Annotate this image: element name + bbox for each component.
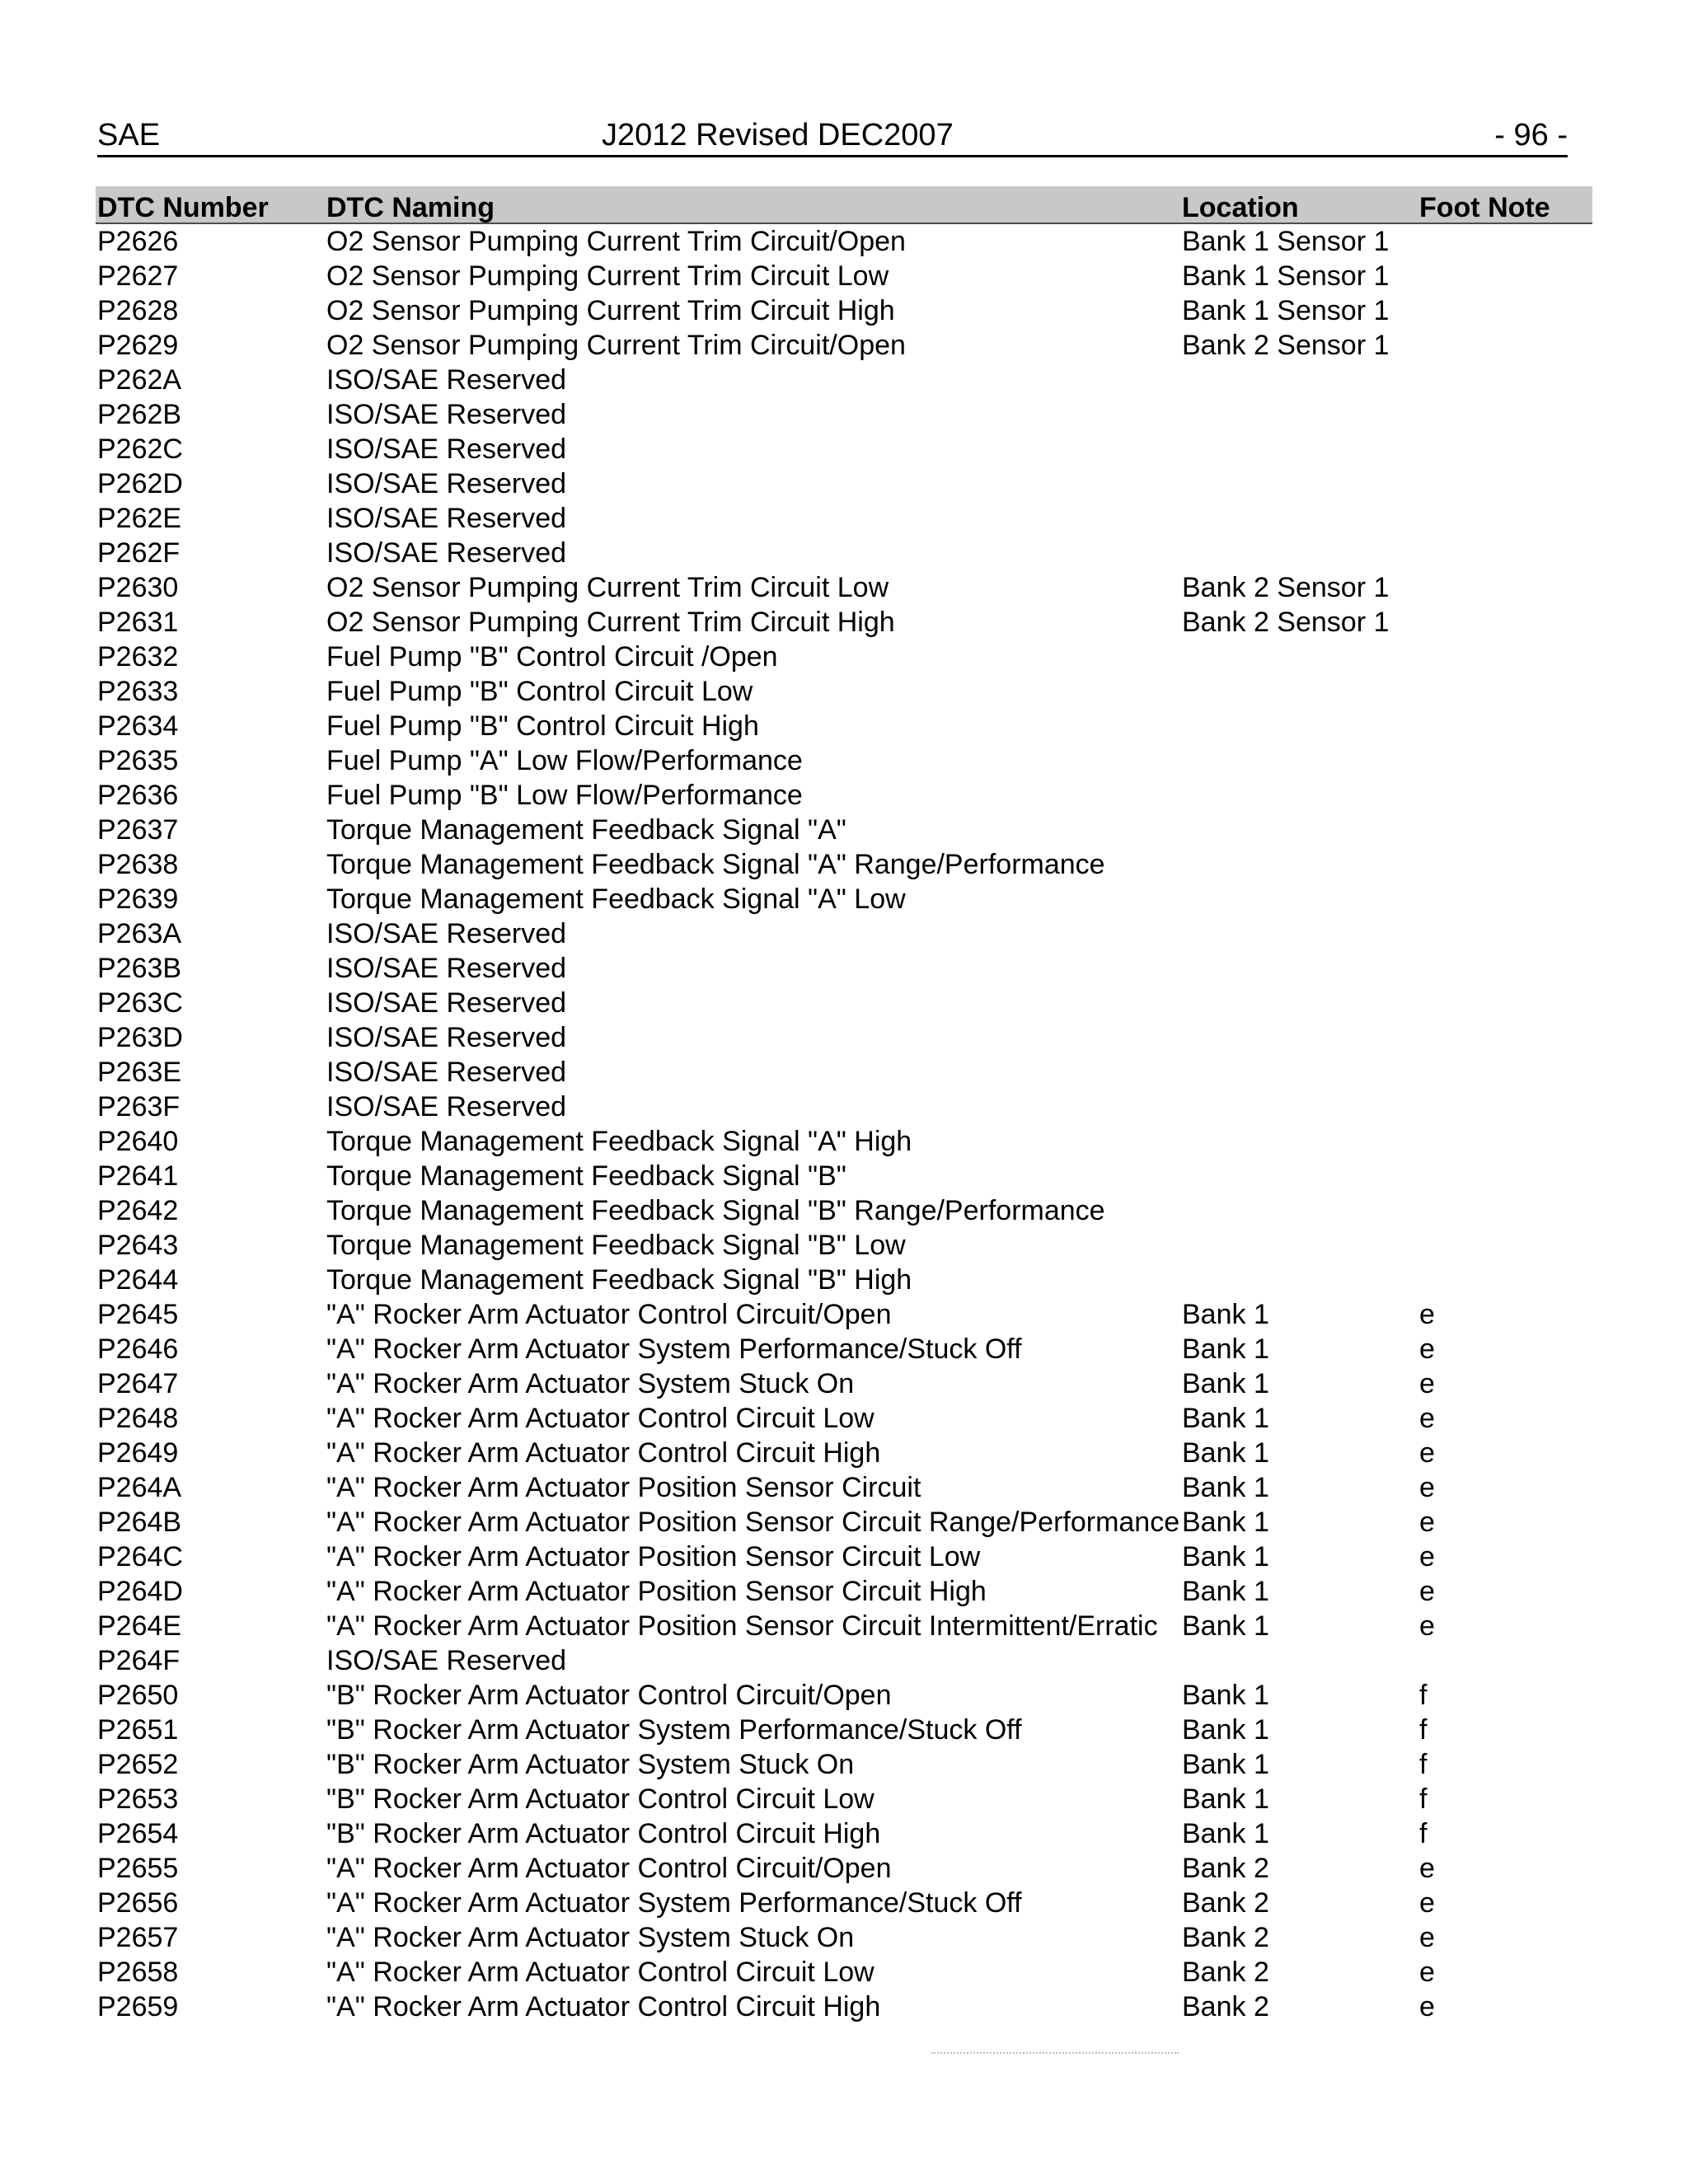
table-row xyxy=(96,1366,1592,1401)
cell-dtc-naming: ISO/SAE Reserved xyxy=(326,1057,567,1088)
cell-location: Bank 1 xyxy=(1182,1783,1269,1815)
cell-dtc-naming: "A" Rocker Arm Actuator Control Circuit/Open xyxy=(326,1299,892,1330)
cell-dtc-naming: "A" Rocker Arm Actuator System Stuck On xyxy=(326,1368,855,1399)
cell-dtc-number: P264B xyxy=(97,1507,182,1538)
cell-dtc-naming: ISO/SAE Reserved xyxy=(326,953,567,984)
column-header-location: Location xyxy=(1182,192,1299,223)
table-row xyxy=(96,466,1592,501)
cell-dtc-naming: Torque Management Feedback Signal "B" xyxy=(326,1160,846,1192)
table-row xyxy=(96,363,1592,397)
header-page-number: - 96 - xyxy=(1494,118,1568,152)
cell-dtc-naming: O2 Sensor Pumping Current Trim Circuit High xyxy=(326,607,895,638)
cell-location: Bank 1 xyxy=(1182,1680,1269,1711)
cell-location: Bank 1 xyxy=(1182,1368,1269,1399)
cell-dtc-naming: Fuel Pump "B" Control Circuit Low xyxy=(326,676,753,707)
cell-dtc-number: P262C xyxy=(97,434,183,465)
cell-dtc-number: P262E xyxy=(97,503,182,534)
cell-dtc-number: P2646 xyxy=(97,1333,179,1365)
cell-dtc-number: P2652 xyxy=(97,1749,179,1780)
cell-dtc-number: P2628 xyxy=(97,295,179,326)
cell-location: Bank 1 xyxy=(1182,1576,1269,1607)
table-row xyxy=(96,882,1592,916)
cell-dtc-naming: ISO/SAE Reserved xyxy=(326,399,567,430)
table-row xyxy=(96,1955,1592,1990)
table-row xyxy=(96,259,1592,293)
cell-dtc-naming: "B" Rocker Arm Actuator System Stuck On xyxy=(326,1749,855,1780)
table-row xyxy=(96,847,1592,882)
cell-dtc-number: P262F xyxy=(97,537,181,569)
cell-foot-note: e xyxy=(1419,1853,1435,1884)
cell-dtc-naming: "A" Rocker Arm Actuator Position Sensor Circuit Intermittent/Erratic xyxy=(326,1610,1158,1642)
table-row xyxy=(96,1678,1592,1713)
cell-location: Bank 2 Sensor 1 xyxy=(1182,572,1390,603)
cell-location: Bank 2 xyxy=(1182,1887,1269,1919)
cell-foot-note: f xyxy=(1419,1783,1428,1815)
cell-location: Bank 2 xyxy=(1182,1991,1269,2022)
cell-dtc-naming: ISO/SAE Reserved xyxy=(326,1022,567,1053)
table-row xyxy=(96,605,1592,640)
cell-dtc-naming: Torque Management Feedback Signal "B" Range/Performance xyxy=(326,1195,1105,1226)
cell-dtc-number: P264E xyxy=(97,1610,182,1642)
cell-dtc-naming: Fuel Pump "B" Control Circuit /Open xyxy=(326,641,778,673)
cell-dtc-naming: Torque Management Feedback Signal "A" xyxy=(326,814,846,846)
table-row xyxy=(96,1159,1592,1193)
cell-dtc-number: P2627 xyxy=(97,260,179,292)
cell-dtc-number: P2651 xyxy=(97,1714,179,1746)
cell-dtc-number: P264D xyxy=(97,1576,183,1607)
table-row xyxy=(96,1851,1592,1886)
cell-dtc-number: P2658 xyxy=(97,1957,179,1988)
cell-dtc-number: P2629 xyxy=(97,330,179,361)
cell-location: Bank 1 Sensor 1 xyxy=(1182,295,1390,326)
cell-dtc-naming: Torque Management Feedback Signal "A" Range/Performance xyxy=(326,849,1105,880)
cell-foot-note: e xyxy=(1419,1957,1435,1988)
cell-dtc-naming: ISO/SAE Reserved xyxy=(326,364,567,396)
table-row xyxy=(96,1990,1592,2024)
cell-dtc-naming: Torque Management Feedback Signal "A" Low xyxy=(326,883,906,915)
cell-foot-note: e xyxy=(1419,1610,1435,1642)
cell-dtc-number: P2645 xyxy=(97,1299,179,1330)
cell-dtc-number: P263B xyxy=(97,953,182,984)
cell-dtc-naming: "A" Rocker Arm Actuator Position Sensor Circuit High xyxy=(326,1576,987,1607)
cell-dtc-naming: O2 Sensor Pumping Current Trim Circuit Low xyxy=(326,572,889,603)
cell-foot-note: e xyxy=(1419,1887,1435,1919)
cell-dtc-number: P264A xyxy=(97,1472,182,1503)
column-header-dtc-number: DTC Number xyxy=(97,192,269,223)
table-row xyxy=(96,916,1592,951)
table-row xyxy=(96,1297,1592,1332)
table-row xyxy=(96,1193,1592,1228)
table-row xyxy=(96,1886,1592,1920)
cell-location: Bank 1 xyxy=(1182,1472,1269,1503)
cell-location: Bank 1 xyxy=(1182,1714,1269,1746)
cell-foot-note: f xyxy=(1419,1749,1428,1780)
cell-foot-note: e xyxy=(1419,1507,1435,1538)
cell-dtc-number: P2649 xyxy=(97,1437,179,1469)
cell-dtc-number: P264F xyxy=(97,1645,181,1676)
table-row xyxy=(96,709,1592,743)
cell-dtc-naming: Fuel Pump "B" Control Circuit High xyxy=(326,710,759,742)
cell-dtc-naming: ISO/SAE Reserved xyxy=(326,987,567,1019)
cell-location: Bank 1 xyxy=(1182,1507,1269,1538)
table-row xyxy=(96,1055,1592,1090)
cell-dtc-number: P2631 xyxy=(97,607,179,638)
cell-location: Bank 1 xyxy=(1182,1299,1269,1330)
cell-dtc-naming: Torque Management Feedback Signal "B" High xyxy=(326,1264,912,1296)
cell-dtc-number: P2632 xyxy=(97,641,179,673)
cell-dtc-naming: ISO/SAE Reserved xyxy=(326,434,567,465)
cell-dtc-naming: "A" Rocker Arm Actuator System Stuck On xyxy=(326,1922,855,1953)
cell-dtc-number: P2635 xyxy=(97,745,179,776)
table-row xyxy=(96,1540,1592,1574)
cell-dtc-naming: "B" Rocker Arm Actuator Control Circuit High xyxy=(326,1818,881,1849)
table-row xyxy=(96,328,1592,363)
table-row xyxy=(96,501,1592,536)
cell-dtc-number: P262A xyxy=(97,364,182,396)
table-row xyxy=(96,1124,1592,1159)
cell-dtc-naming: "A" Rocker Arm Actuator Control Circuit High xyxy=(326,1437,881,1469)
cell-location: Bank 1 xyxy=(1182,1437,1269,1469)
cell-dtc-naming: "A" Rocker Arm Actuator Position Sensor Circuit xyxy=(326,1472,921,1503)
cell-dtc-naming: "A" Rocker Arm Actuator Control Circuit/Open xyxy=(326,1853,892,1884)
cell-dtc-naming: "A" Rocker Arm Actuator Control Circuit Low xyxy=(326,1957,874,1988)
cell-foot-note: e xyxy=(1419,1299,1435,1330)
table-body xyxy=(96,224,1592,2024)
cell-dtc-number: P263D xyxy=(97,1022,183,1053)
cell-location: Bank 1 xyxy=(1182,1610,1269,1642)
cell-dtc-number: P2640 xyxy=(97,1126,179,1157)
cell-dtc-naming: ISO/SAE Reserved xyxy=(326,1645,567,1676)
cell-location: Bank 1 Sensor 1 xyxy=(1182,226,1390,257)
cell-dtc-number: P2638 xyxy=(97,849,179,880)
cell-dtc-number: P2636 xyxy=(97,780,179,811)
cell-dtc-number: P2657 xyxy=(97,1922,179,1953)
cell-location: Bank 1 xyxy=(1182,1749,1269,1780)
table-row xyxy=(96,1920,1592,1955)
cell-dtc-number: P2656 xyxy=(97,1887,179,1919)
table-header-row xyxy=(96,186,1592,224)
table-row xyxy=(96,1643,1592,1678)
cell-foot-note: e xyxy=(1419,1472,1435,1503)
scan-artifact xyxy=(931,2052,1179,2057)
cell-foot-note: e xyxy=(1419,1333,1435,1365)
cell-dtc-naming: "B" Rocker Arm Actuator System Performance/Stuck Off xyxy=(326,1714,1022,1746)
table-row xyxy=(96,743,1592,778)
cell-dtc-naming: ISO/SAE Reserved xyxy=(326,918,567,949)
cell-dtc-number: P2630 xyxy=(97,572,179,603)
cell-foot-note: f xyxy=(1419,1818,1428,1849)
cell-dtc-naming: Fuel Pump "A" Low Flow/Performance xyxy=(326,745,803,776)
column-header-foot-note: Foot Note xyxy=(1419,192,1550,223)
cell-dtc-number: P2643 xyxy=(97,1230,179,1261)
cell-dtc-number: P2647 xyxy=(97,1368,179,1399)
table-row xyxy=(96,397,1592,432)
table-row xyxy=(96,293,1592,328)
table-row xyxy=(96,432,1592,466)
cell-location: Bank 2 xyxy=(1182,1853,1269,1884)
cell-dtc-number: P2659 xyxy=(97,1991,179,2022)
cell-location: Bank 1 xyxy=(1182,1818,1269,1849)
cell-dtc-naming: Torque Management Feedback Signal "A" High xyxy=(326,1126,912,1157)
cell-location: Bank 2 Sensor 1 xyxy=(1182,330,1390,361)
cell-location: Bank 1 Sensor 1 xyxy=(1182,260,1390,292)
cell-dtc-number: P2644 xyxy=(97,1264,179,1296)
cell-dtc-naming: Fuel Pump "B" Low Flow/Performance xyxy=(326,780,803,811)
table-row xyxy=(96,1020,1592,1055)
table-row xyxy=(96,1505,1592,1540)
cell-location: Bank 2 xyxy=(1182,1922,1269,1953)
table-row xyxy=(96,1436,1592,1470)
cell-dtc-number: P264C xyxy=(97,1541,183,1572)
cell-dtc-naming: O2 Sensor Pumping Current Trim Circuit/Open xyxy=(326,226,906,257)
table-row xyxy=(96,640,1592,674)
table-row xyxy=(96,951,1592,986)
cell-dtc-naming: "A" Rocker Arm Actuator System Performance/Stuck Off xyxy=(326,1887,1022,1919)
cell-dtc-number: P2637 xyxy=(97,814,179,846)
table-row xyxy=(96,1228,1592,1263)
cell-dtc-number: P2641 xyxy=(97,1160,179,1192)
cell-foot-note: e xyxy=(1419,1403,1435,1434)
cell-foot-note: f xyxy=(1419,1714,1428,1746)
cell-dtc-naming: O2 Sensor Pumping Current Trim Circuit Low xyxy=(326,260,889,292)
table-row xyxy=(96,570,1592,605)
table-row xyxy=(96,224,1592,259)
cell-foot-note: e xyxy=(1419,1368,1435,1399)
cell-location: Bank 1 xyxy=(1182,1541,1269,1572)
cell-dtc-naming: ISO/SAE Reserved xyxy=(326,1091,567,1122)
cell-dtc-naming: O2 Sensor Pumping Current Trim Circuit High xyxy=(326,295,895,326)
table-row xyxy=(96,1470,1592,1505)
header-document-id: J2012 Revised DEC2007 xyxy=(602,118,954,152)
table-row xyxy=(96,778,1592,813)
cell-dtc-number: P2634 xyxy=(97,710,179,742)
cell-dtc-number: P263E xyxy=(97,1057,182,1088)
table-row xyxy=(96,1609,1592,1643)
table-row xyxy=(96,1401,1592,1436)
cell-foot-note: e xyxy=(1419,1576,1435,1607)
cell-dtc-number: P262B xyxy=(97,399,182,430)
page-header xyxy=(97,115,1568,157)
cell-dtc-number: P262D xyxy=(97,468,183,499)
cell-dtc-naming: ISO/SAE Reserved xyxy=(326,503,567,534)
cell-dtc-naming: "A" Rocker Arm Actuator Control Circuit High xyxy=(326,1991,881,2022)
cell-dtc-number: P263A xyxy=(97,918,182,949)
table-row xyxy=(96,1713,1592,1747)
cell-dtc-number: P263C xyxy=(97,987,183,1019)
table-row xyxy=(96,674,1592,709)
table-row xyxy=(96,1816,1592,1851)
cell-dtc-naming: "A" Rocker Arm Actuator System Performance/Stuck Off xyxy=(326,1333,1022,1365)
cell-dtc-naming: "B" Rocker Arm Actuator Control Circuit/Open xyxy=(326,1680,892,1711)
cell-foot-note: e xyxy=(1419,1991,1435,2022)
cell-dtc-number: P2654 xyxy=(97,1818,179,1849)
cell-dtc-number: P2633 xyxy=(97,676,179,707)
cell-location: Bank 1 xyxy=(1182,1333,1269,1365)
cell-foot-note: e xyxy=(1419,1922,1435,1953)
table-row xyxy=(96,1574,1592,1609)
cell-dtc-number: P2653 xyxy=(97,1783,179,1815)
cell-dtc-naming: ISO/SAE Reserved xyxy=(326,537,567,569)
cell-location: Bank 2 Sensor 1 xyxy=(1182,607,1390,638)
dtc-table xyxy=(96,186,1592,2024)
cell-dtc-naming: "A" Rocker Arm Actuator Position Sensor Circuit Low xyxy=(326,1541,981,1572)
cell-foot-note: f xyxy=(1419,1680,1428,1711)
table-row xyxy=(96,813,1592,847)
table-row xyxy=(96,536,1592,570)
cell-dtc-number: P2655 xyxy=(97,1853,179,1884)
cell-dtc-naming: O2 Sensor Pumping Current Trim Circuit/Open xyxy=(326,330,906,361)
cell-dtc-number: P2648 xyxy=(97,1403,179,1434)
cell-dtc-number: P2626 xyxy=(97,226,179,257)
table-row xyxy=(96,1747,1592,1782)
cell-dtc-naming: "A" Rocker Arm Actuator Position Sensor Circuit Range/Performance xyxy=(326,1507,1180,1538)
cell-dtc-number: P2650 xyxy=(97,1680,179,1711)
cell-dtc-naming: Torque Management Feedback Signal "B" Low xyxy=(326,1230,906,1261)
column-header-dtc-naming: DTC Naming xyxy=(326,192,495,223)
table-row xyxy=(96,986,1592,1020)
table-row xyxy=(96,1090,1592,1124)
cell-dtc-number: P2639 xyxy=(97,883,179,915)
header-org: SAE xyxy=(97,118,161,152)
cell-dtc-number: P2642 xyxy=(97,1195,179,1226)
cell-location: Bank 2 xyxy=(1182,1957,1269,1988)
cell-dtc-naming: "B" Rocker Arm Actuator Control Circuit Low xyxy=(326,1783,874,1815)
cell-dtc-naming: ISO/SAE Reserved xyxy=(326,468,567,499)
cell-location: Bank 1 xyxy=(1182,1403,1269,1434)
cell-dtc-naming: "A" Rocker Arm Actuator Control Circuit Low xyxy=(326,1403,874,1434)
cell-foot-note: e xyxy=(1419,1437,1435,1469)
cell-dtc-number: P263F xyxy=(97,1091,181,1122)
table-row xyxy=(96,1332,1592,1366)
table-row xyxy=(96,1263,1592,1297)
table-row xyxy=(96,1782,1592,1816)
cell-foot-note: e xyxy=(1419,1541,1435,1572)
